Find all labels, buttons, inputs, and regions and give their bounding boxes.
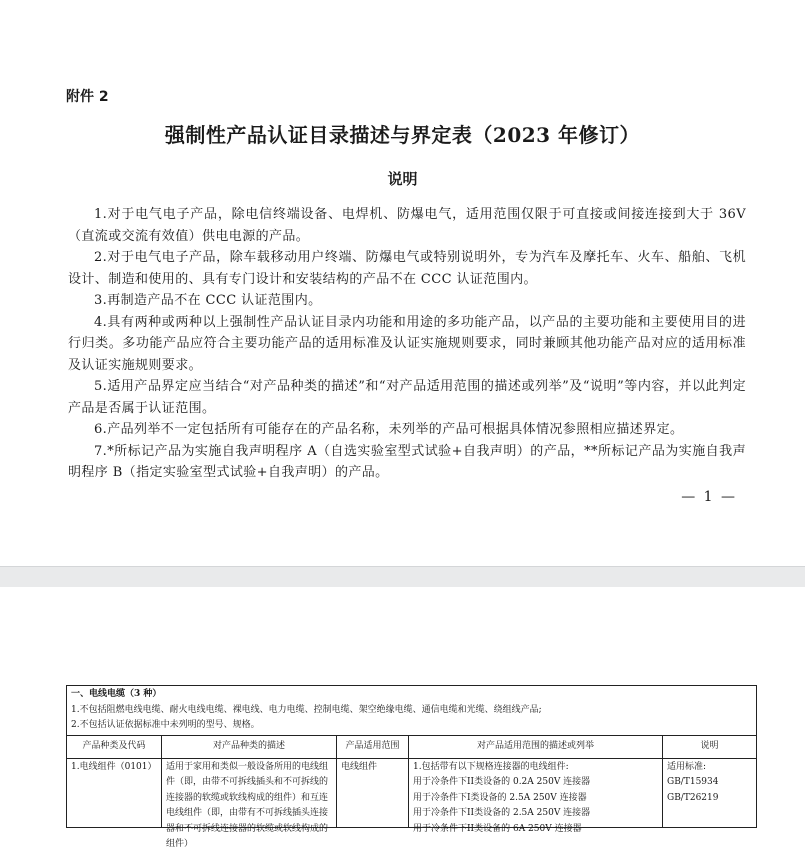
section-header-cell bbox=[67, 686, 757, 736]
section-title: 一、电线电缆（3 种） bbox=[71, 689, 162, 699]
cell-description bbox=[162, 758, 337, 849]
cell-product-code bbox=[67, 758, 162, 827]
section-note: 1.不包括阻燃电线电缆、耐火电线电缆、裸电线、电力电缆、控制电缆、架空绝缘电缆、通信电缆和光缆、绕组线产品; bbox=[71, 704, 542, 715]
product-code-text: 1.电线组件（0101） bbox=[71, 761, 157, 772]
column-header: 产品种类及代码 bbox=[67, 735, 162, 758]
document-title: 强制性产品认证目录描述与界定表（2023 年修订） bbox=[164, 123, 641, 147]
annex-label: 附件 2 bbox=[66, 89, 109, 105]
description-text: 适用于家用和类似一般设备所用的电线组件（即，由带不可拆线插头和不可拆线的连接器的软缆或软线构成的组件）和互连电线组件（即，由带有不可拆线插头连接器和不可拆线连接器的软缆或软线构成的组件） bbox=[166, 761, 329, 849]
note-paragraph: 6.产品列举不一定包括所有可能存在的产品名称，未列举的产品可根据具体情况参照相应描述界定。 bbox=[94, 422, 684, 437]
cell-scope-items bbox=[409, 758, 663, 834]
note-paragraph: 7.*所标记产品为实施自我声明程序 A（自选实验室型式试验+自我声明）的产品，**所标记产品为实施自我声明程序 B（指定实验室型式试验+自我声明）的产品。 bbox=[68, 443, 746, 480]
note-paragraph: 3.再制造产品不在 CCC 认证范围内。 bbox=[94, 293, 322, 308]
scope-item: 1.包括带有以下规格连接器的电线组件: bbox=[413, 761, 569, 772]
note-paragraph: 2.对于电气电子产品，除车载移动用户终端、防爆电气或特别说明外，专为汽车及摩托车、火车、船舶、飞机设计、制造和使用的、具有专门设计和安装结构的产品不在 CCC 认证范围内。 bbox=[68, 250, 746, 287]
note-paragraph: 5.适用产品界定应当结合“对产品种类的描述”和“对产品适用范围的描述或列举”及“说明”等内容，并以此判定产品是否属于认证范围。 bbox=[68, 379, 746, 416]
section-header-row bbox=[67, 686, 757, 736]
column-header: 对产品种类的描述 bbox=[162, 735, 337, 758]
cell-scope bbox=[337, 758, 409, 827]
page-number: — 1 — bbox=[681, 489, 737, 505]
table-header-row bbox=[67, 735, 757, 758]
section-heading-notes: 说明 bbox=[387, 170, 418, 188]
column-header: 产品适用范围 bbox=[337, 735, 409, 758]
note-paragraph: 1.对于电气电子产品，除电信终端设备、电焊机、防爆电气，适用范围仅限于可直接或间接连接到大于 36V（直流或交流有效值）供电电源的产品。 bbox=[68, 207, 746, 244]
column-header: 说明 bbox=[663, 735, 757, 758]
scope-items bbox=[413, 760, 658, 834]
section-note: 2.不包括认证依据标准中未列明的型号、规格。 bbox=[71, 720, 260, 730]
scope-item: 用于冷条件下I类设备的 2.5A 250V 连接器 bbox=[413, 792, 587, 803]
note-line: 适用标准: bbox=[667, 761, 707, 772]
note-paragraph: 4.具有两种或两种以上强制性产品认证目录内功能和用途的多功能产品，以产品的主要功能和主要使用目的进行归类。多功能产品应符合主要功能产品的适用标准及认证实施规则要求，同时兼顾其他功能产品对应的适用标准及认证实施规则要求。 bbox=[68, 314, 746, 373]
catalog-table bbox=[66, 685, 757, 849]
page-separator bbox=[0, 566, 805, 588]
notes-body bbox=[68, 204, 746, 484]
column-header: 对产品适用范围的描述或列举 bbox=[409, 735, 663, 758]
scope-item: 用于冷条件下II类设备的 0.2A 250V 连接器 bbox=[413, 777, 591, 787]
table-row bbox=[67, 758, 757, 827]
document-page-2 bbox=[0, 587, 805, 849]
scope-item: 用于冷条件下II类设备的 6A 250V 连接器 bbox=[413, 823, 582, 834]
notes-items bbox=[667, 760, 752, 826]
cell-notes bbox=[663, 758, 757, 827]
note-line: GB/T26219 bbox=[667, 792, 719, 803]
scope-item: 用于冷条件下II类设备的 2.5A 250V 连接器 bbox=[413, 808, 591, 818]
scope-text: 电线组件 bbox=[341, 761, 378, 772]
note-line: GB/T15934 bbox=[667, 777, 719, 787]
